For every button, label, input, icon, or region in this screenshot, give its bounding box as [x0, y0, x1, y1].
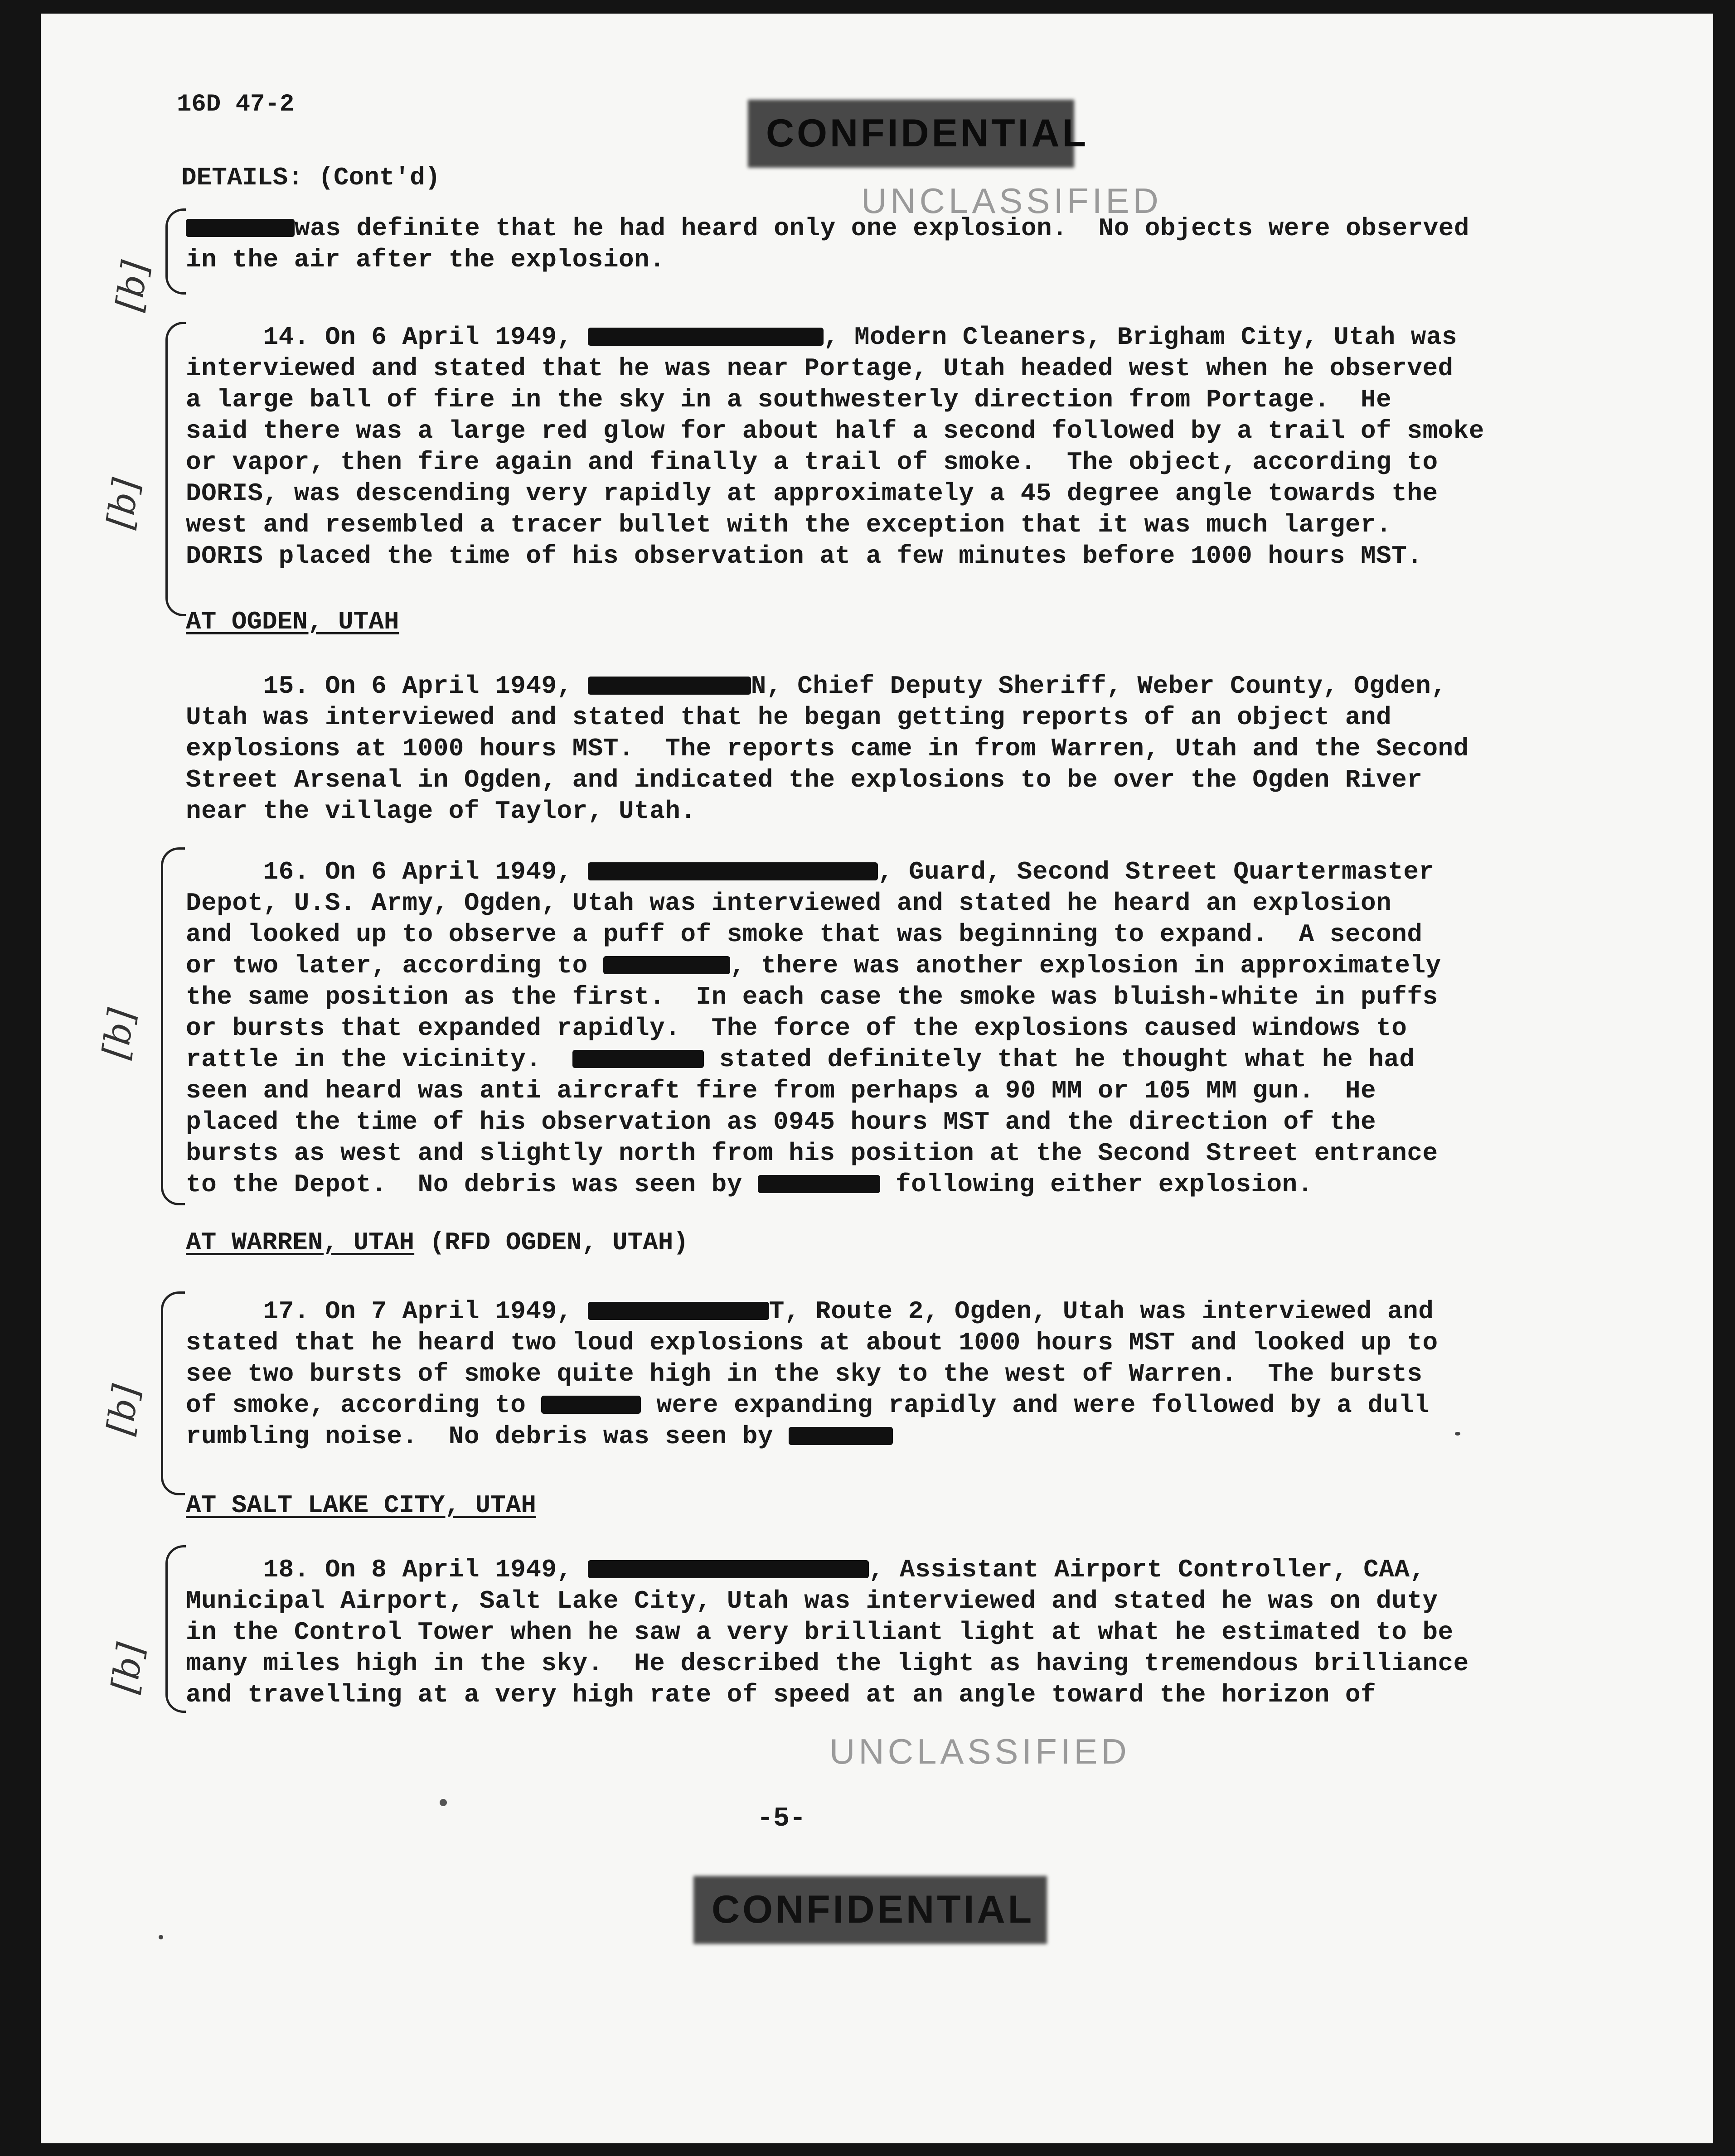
margin-bracket [161, 847, 185, 1205]
unclassified-marking-top: UNCLASSIFIED [861, 181, 1162, 221]
scan-speck [440, 1799, 447, 1806]
redaction-bar [603, 956, 730, 974]
margin-bracket [165, 208, 186, 295]
handwritten-margin-note: [b] [104, 1640, 152, 1696]
scan-speck [1455, 1432, 1460, 1436]
section-heading-warren: AT WARREN, UTAH (RFD OGDEN, UTAH) [186, 1228, 688, 1257]
redaction-bar [588, 328, 824, 346]
redaction-bar [758, 1175, 880, 1193]
document-page: 16D 47-2 CONFIDENTIAL DETAILS: (Cont'd) UNCLASSIFIED [b] [b] [b] [b] [b] was definite that he had heard only one explosion. No objects were observed in the air after the explosion. 14. On 6 April 1949, , Modern Cleaners, Brigham City, Utah was interviewed and stated that he was near Portage, Utah headed west when he observed a large ball of fire in the sky in a southwesterly direction from Portage. He said there was a large red glow for about half a second followed by a trail of smoke or vapor, then fire again and finally a trail of smoke. The object, according to DORIS, was descending very rapidly at approximately a 45 degree angle towards the west and resembled a tracer bullet with the exception that it was much larger. DORIS placed the time of his observation at a few minutes before 1000 hours MST. AT OGDEN, UTAH 15. On 6 April 1949, N, Chief Deputy Sheriff, Weber County, Ogden, Utah was interviewed and stated that he began getting reports of an object and explosions at 1000 hours MST. The reports came in from Warren, Utah and the Second Street Arsenal in Ogden, and indicated the explosions to be over the Ogden River near the village of Taylor, Utah. 16. On 6 April 1949, , Guard, Second Street Quartermaster Depot, U.S. Army, Ogden, Utah was interviewed and stated he heard an explosion and looked up to observe a puff of smoke that was beginning to expand. A second or two later, according to , there was another explosion in approximately the same position as the first. In each case the smoke was bluish-white in puffs or bursts that expanded rapidly. The force of the explosions caused windows to rattle in the vicinity. stated definitely that he thought what he had seen and heard was anti aircraft fire from perhaps a 90 MM or 105 MM gun. He placed the time of his observation as 0945 hours MST and the direction of the bursts as west and slightly north from his position at the Second Street entrance to the Depot. No debris was seen by following either explosion. AT WARREN, UTAH (RFD OGDEN, UTAH) 17. On 7 April 1949, T, Route 2, Ogden, Utah was interviewed and stated that he heard two loud explosions at about 1000 hours MST and looked up to see two bursts of smoke quite high in the sky to the west of Warren. The bursts of smoke, according to were expanding rapidly and were followed by a dull rumbling noise. No debris was seen by AT SALT LAKE CITY, UTAH 18. On 8 April 1949, , Assistant Airport Controller, CAA, Municipal Airport, Salt Lake City, Utah was interviewed and stated he was on duty in the Control Tower when he saw a very brilliant light at what he estimated to be many miles high in the sky. He described the light as having tremendous brilliance and travelling at a very high rate of speed at an angle toward the horizon of UNCLASSIFIED -5- CONFIDENTIAL [41, 14, 1713, 2143]
page-number: -5- [757, 1803, 806, 1834]
scan-speck [159, 1935, 163, 1939]
redaction-bar [588, 677, 751, 695]
handwritten-margin-note: [b] [100, 476, 147, 532]
paragraph-17: 17. On 7 April 1949, T, Route 2, Ogden, Utah was interviewed and stated that he heard two loud explosions at about 1000 hours MST and looked up to see two bursts of smoke quite high in the sky to the west of Warren. The bursts of smoke, according to were expanding rapidly and were followed by a dull rumbling noise. No debris was seen by [186, 1297, 1438, 1451]
redaction-bar [588, 862, 878, 880]
redaction-bar [789, 1427, 893, 1445]
paragraph-14: 14. On 6 April 1949, , Modern Cleaners, Brigham City, Utah was interviewed and stated that he was near Portage, Utah headed west when he observed a large ball of fire in the sky in a southwesterly direction from Portage. He said there was a large red glow for about half a second followed by a trail of smoke or vapor, then fire again and finally a trail of smoke. The object, according to DORIS, was descending very rapidly at approximately a 45 degree angle towards the west and resembled a tracer bullet with the exception that it was much larger. DORIS placed the time of his observation at a few minutes before 1000 hours MST. [186, 323, 1484, 570]
handwritten-margin-note: [b] [100, 1382, 147, 1438]
file-reference: 16D 47-2 [177, 91, 295, 118]
redaction-bar [588, 1560, 869, 1578]
redaction-bar [588, 1302, 769, 1320]
paragraph-16: 16. On 6 April 1949, , Guard, Second Street Quartermaster Depot, U.S. Army, Ogden, Utah was interviewed and stated he heard an explosion and looked up to observe a puff of smoke that was beginning to expand. A second or two later, according to , there was another explosion in approximately the same position as the first. In each case the smoke was bluish-white in puffs or bursts that expanded rapidly. The force of the explosions caused windows to rattle in the vicinity. stated definitely that he thought what he had seen and heard was anti aircraft fire from perhaps a 90 MM or 105 MM gun. He placed the time of his observation as 0945 hours MST and the direction of the bursts as west and slightly north from his position at the Second Street entrance to the Depot. No debris was seen by following either explosion. [186, 857, 1441, 1199]
paragraph-15: 15. On 6 April 1949, N, Chief Deputy Sheriff, Weber County, Ogden, Utah was interviewed and stated that he began getting reports of an object and explosions at 1000 hours MST. The reports came in from Warren, Utah and the Second Street Arsenal in Ogden, and indicated the explosions to be over the Ogden River near the village of Taylor, Utah. [186, 672, 1469, 826]
section-heading-ogden: AT OGDEN, UTAH [186, 607, 399, 636]
margin-bracket [161, 1291, 185, 1495]
redaction-bar [541, 1396, 641, 1414]
margin-bracket [165, 1545, 186, 1713]
section-heading-salt-lake-city: AT SALT LAKE CITY, UTAH [186, 1491, 536, 1520]
unclassified-marking-bottom: UNCLASSIFIED [829, 1731, 1130, 1771]
margin-bracket [165, 322, 186, 616]
handwritten-margin-note: [b] [109, 258, 156, 314]
handwritten-margin-note: [b] [95, 1006, 143, 1062]
paragraph-13-continued: was definite that he had heard only one explosion. No objects were observed in the air after the explosion. [186, 214, 1470, 274]
redaction-bar [572, 1050, 704, 1068]
paragraph-18: 18. On 8 April 1949, , Assistant Airport Controller, CAA, Municipal Airport, Salt Lake City, Utah was interviewed and stated he was on duty in the Control Tower when he saw a very brilliant light at what he estimated to be many miles high in the sky. He described the light as having tremendous brilliance and travelling at a very high rate of speed at an angle toward the horizon of [186, 1555, 1469, 1709]
details-heading: DETAILS: (Cont'd) [181, 163, 441, 192]
redaction-bar [186, 219, 295, 237]
